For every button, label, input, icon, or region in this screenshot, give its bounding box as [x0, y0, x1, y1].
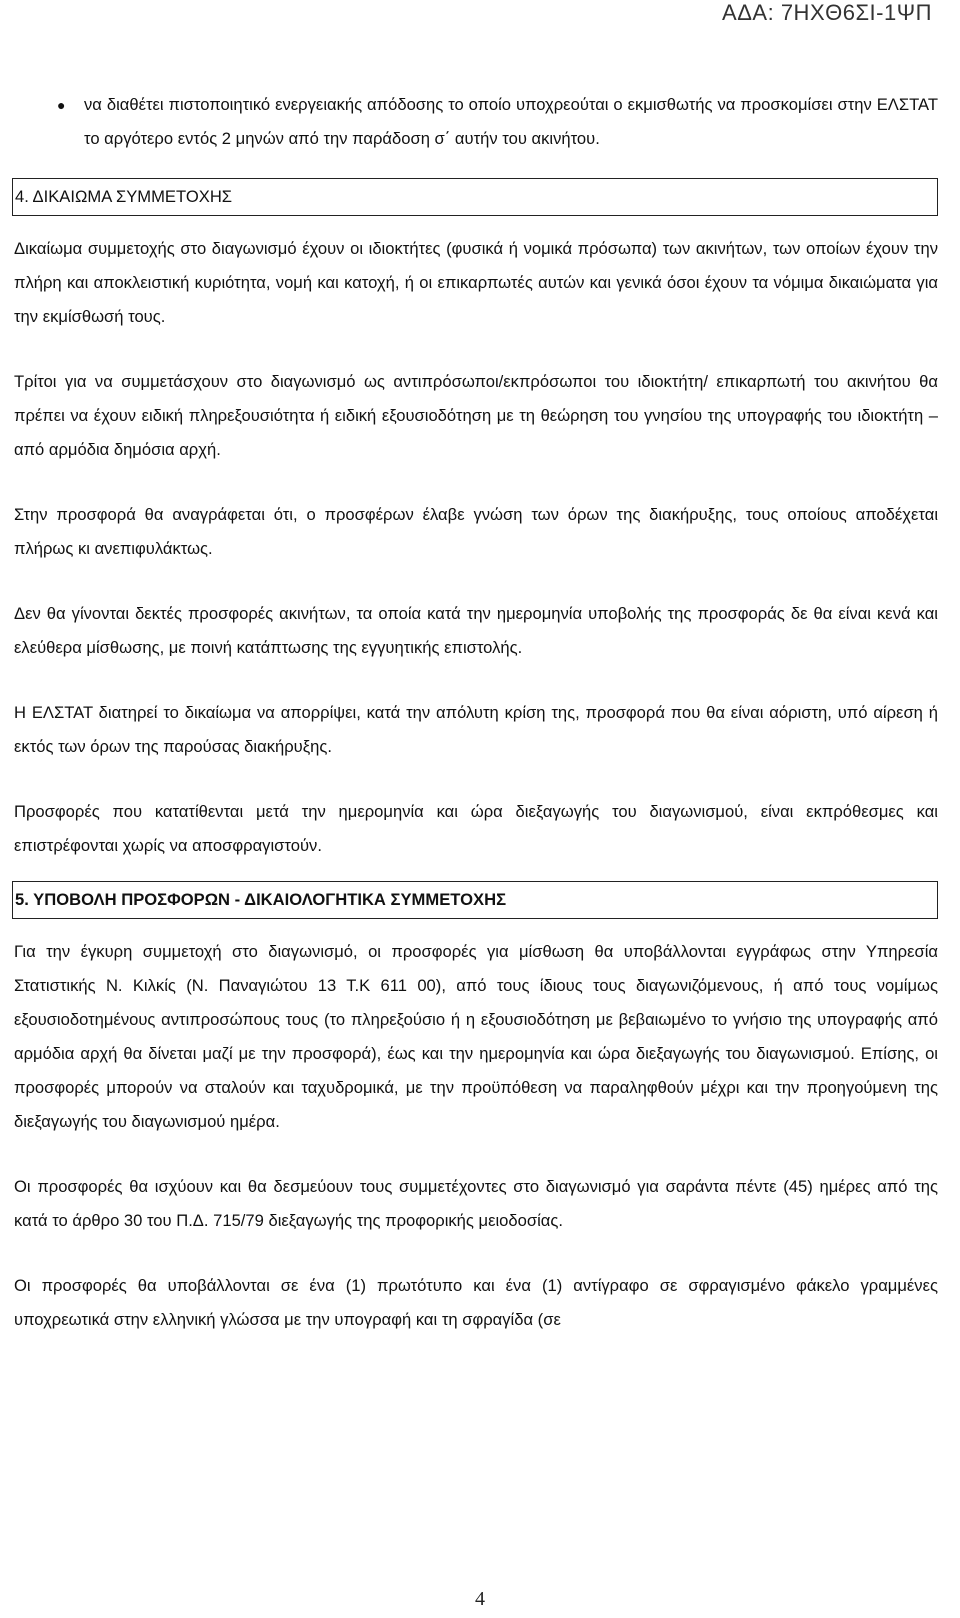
- section-5-paragraph: Οι προσφορές θα υποβάλλονται σε ένα (1) πρωτότυπο και ένα (1) αντίγραφο σε σφραγισμένο φάκελο γραμμένες υποχρεωτικά στην ελληνική γλώσσα με την υπογραφή και τη σφραγίδα (σε: [14, 1276, 938, 1329]
- section-4-paragraph: Δεν θα γίνονται δεκτές προσφορές ακινήτων, τα οποία κατά την ημερομηνία υποβολής της προσφοράς δε θα είναι κενά και ελεύθερα μίσθωσης, με ποινή κατάπτωσης της εγγυητικής επιστολής.: [14, 604, 938, 657]
- section-4-paragraph: Στην προσφορά θα αναγράφεται ότι, ο προσφέρων έλαβε γνώση των όρων της διακήρυξης, τους οποίους αποδέχεται πλήρως κι ανεπιφυλάκτως.: [14, 505, 938, 558]
- section-4-heading: 4. ΔΙΚΑΙΩΜΑ ΣΥΜΜΕΤΟΧΗΣ: [12, 178, 938, 216]
- bullet-text: να διαθέτει πιστοποιητικό ενεργειακής απόδοσης το οποίο υποχρεούται ο εκμισθωτής να προσκομίσει στην ΕΛΣΤΑΤ το αργότερο εντός 2 μηνών από την παράδοση σ΄ αυτήν του ακινήτου.: [84, 95, 938, 148]
- page-number: 4: [475, 1588, 485, 1610]
- section-4-paragraph: Προσφορές που κατατίθενται μετά την ημερομηνία και ώρα διεξαγωγής του διαγωνισμού, είναι εκπρόθεσμες και επιστρέφονται χωρίς να αποσφραγιστούν.: [14, 802, 938, 855]
- section-5-paragraph: Οι προσφορές θα ισχύουν και θα δεσμεύουν τους συμμετέχοντες στο διαγωνισμό για σαράντα πέντε (45) ημέρες από της κατά το άρθρο 30 του Π.Δ. 715/79 διεξαγωγής της προφορικής μειοδοσίας.: [14, 1177, 938, 1230]
- section-4-paragraph: Τρίτοι για να συμμετάσχουν στο διαγωνισμό ως αντιπρόσωποι/εκπρόσωποι του ιδιοκτήτη/ επικαρπωτή του ακινήτου θα πρέπει να έχουν ειδική πληρεξουσιότητα ή ειδική εξουσιοδότηση με τη θεώρηση του γνησίου της υπογραφής του ιδιοκτήτη –από αρμόδια δημόσια αρχή.: [14, 372, 938, 459]
- section-5-paragraph: Για την έγκυρη συμμετοχή στο διαγωνισμό, οι προσφορές για μίσθωση θα υποβάλλονται εγγράφως στην Υπηρεσία Στατιστικής Ν. Κιλκίς (Ν. Παναγιώτου 13 Τ.Κ 611 00), από τους ίδιους τους διαγωνιζόμενους, ή από τους νομίμως εξουσιοδοτημένους αντιπροσώπους τους (το πληρεξούσιο ή η εξουσιοδότηση με βεβαιωμένο το γνήσιο της υπογραφής από αρμόδια αρχή θα δίνεται μαζί με την προσφορά), έως και την ημερομηνία και ώρα διεξαγωγής του διαγωνισμού. Επίσης, οι προσφορές μπορούν να σταλούν και ταχυδρομικά, με την προϋπόθεση να παραληφθούν μέχρι και την προηγούμενη της διεξαγωγής του διαγωνισμού ημέρα.: [14, 942, 938, 1131]
- document-body: [14, 88, 938, 1337]
- ada-code: ΑΔΑ: 7ΗΧΘ6ΣΙ-1ΨΠ: [722, 0, 932, 25]
- bullet-item: [14, 88, 938, 156]
- section-5-heading: 5. ΥΠΟΒΟΛΗ ΠΡΟΣΦΟΡΩΝ - ΔΙΚΑΙΟΛΟΓΗΤΙΚΑ ΣΥΜΜΕΤΟΧΗΣ: [12, 881, 938, 919]
- section-4-paragraph: Η ΕΛΣΤΑΤ διατηρεί το δικαίωμα να απορρίψει, κατά την απόλυτη κρίση της, προσφορά που θα είναι αόριστη, υπό αίρεση ή εκτός των όρων της παρούσας διακήρυξης.: [14, 703, 938, 756]
- section-4-paragraph: Δικαίωμα συμμετοχής στο διαγωνισμό έχουν οι ιδιοκτήτες (φυσικά ή νομικά πρόσωπα) των ακινήτων, των οποίων έχουν την πλήρη και αποκλειστική κυριότητα, νομή και κατοχή, ή οι επικαρπωτές αυτών και γενικά όσοι έχουν τα νόμιμα δικαιώματα για την εκμίσθωσή τους.: [14, 239, 938, 326]
- bullet-dot-icon: ●: [57, 97, 66, 113]
